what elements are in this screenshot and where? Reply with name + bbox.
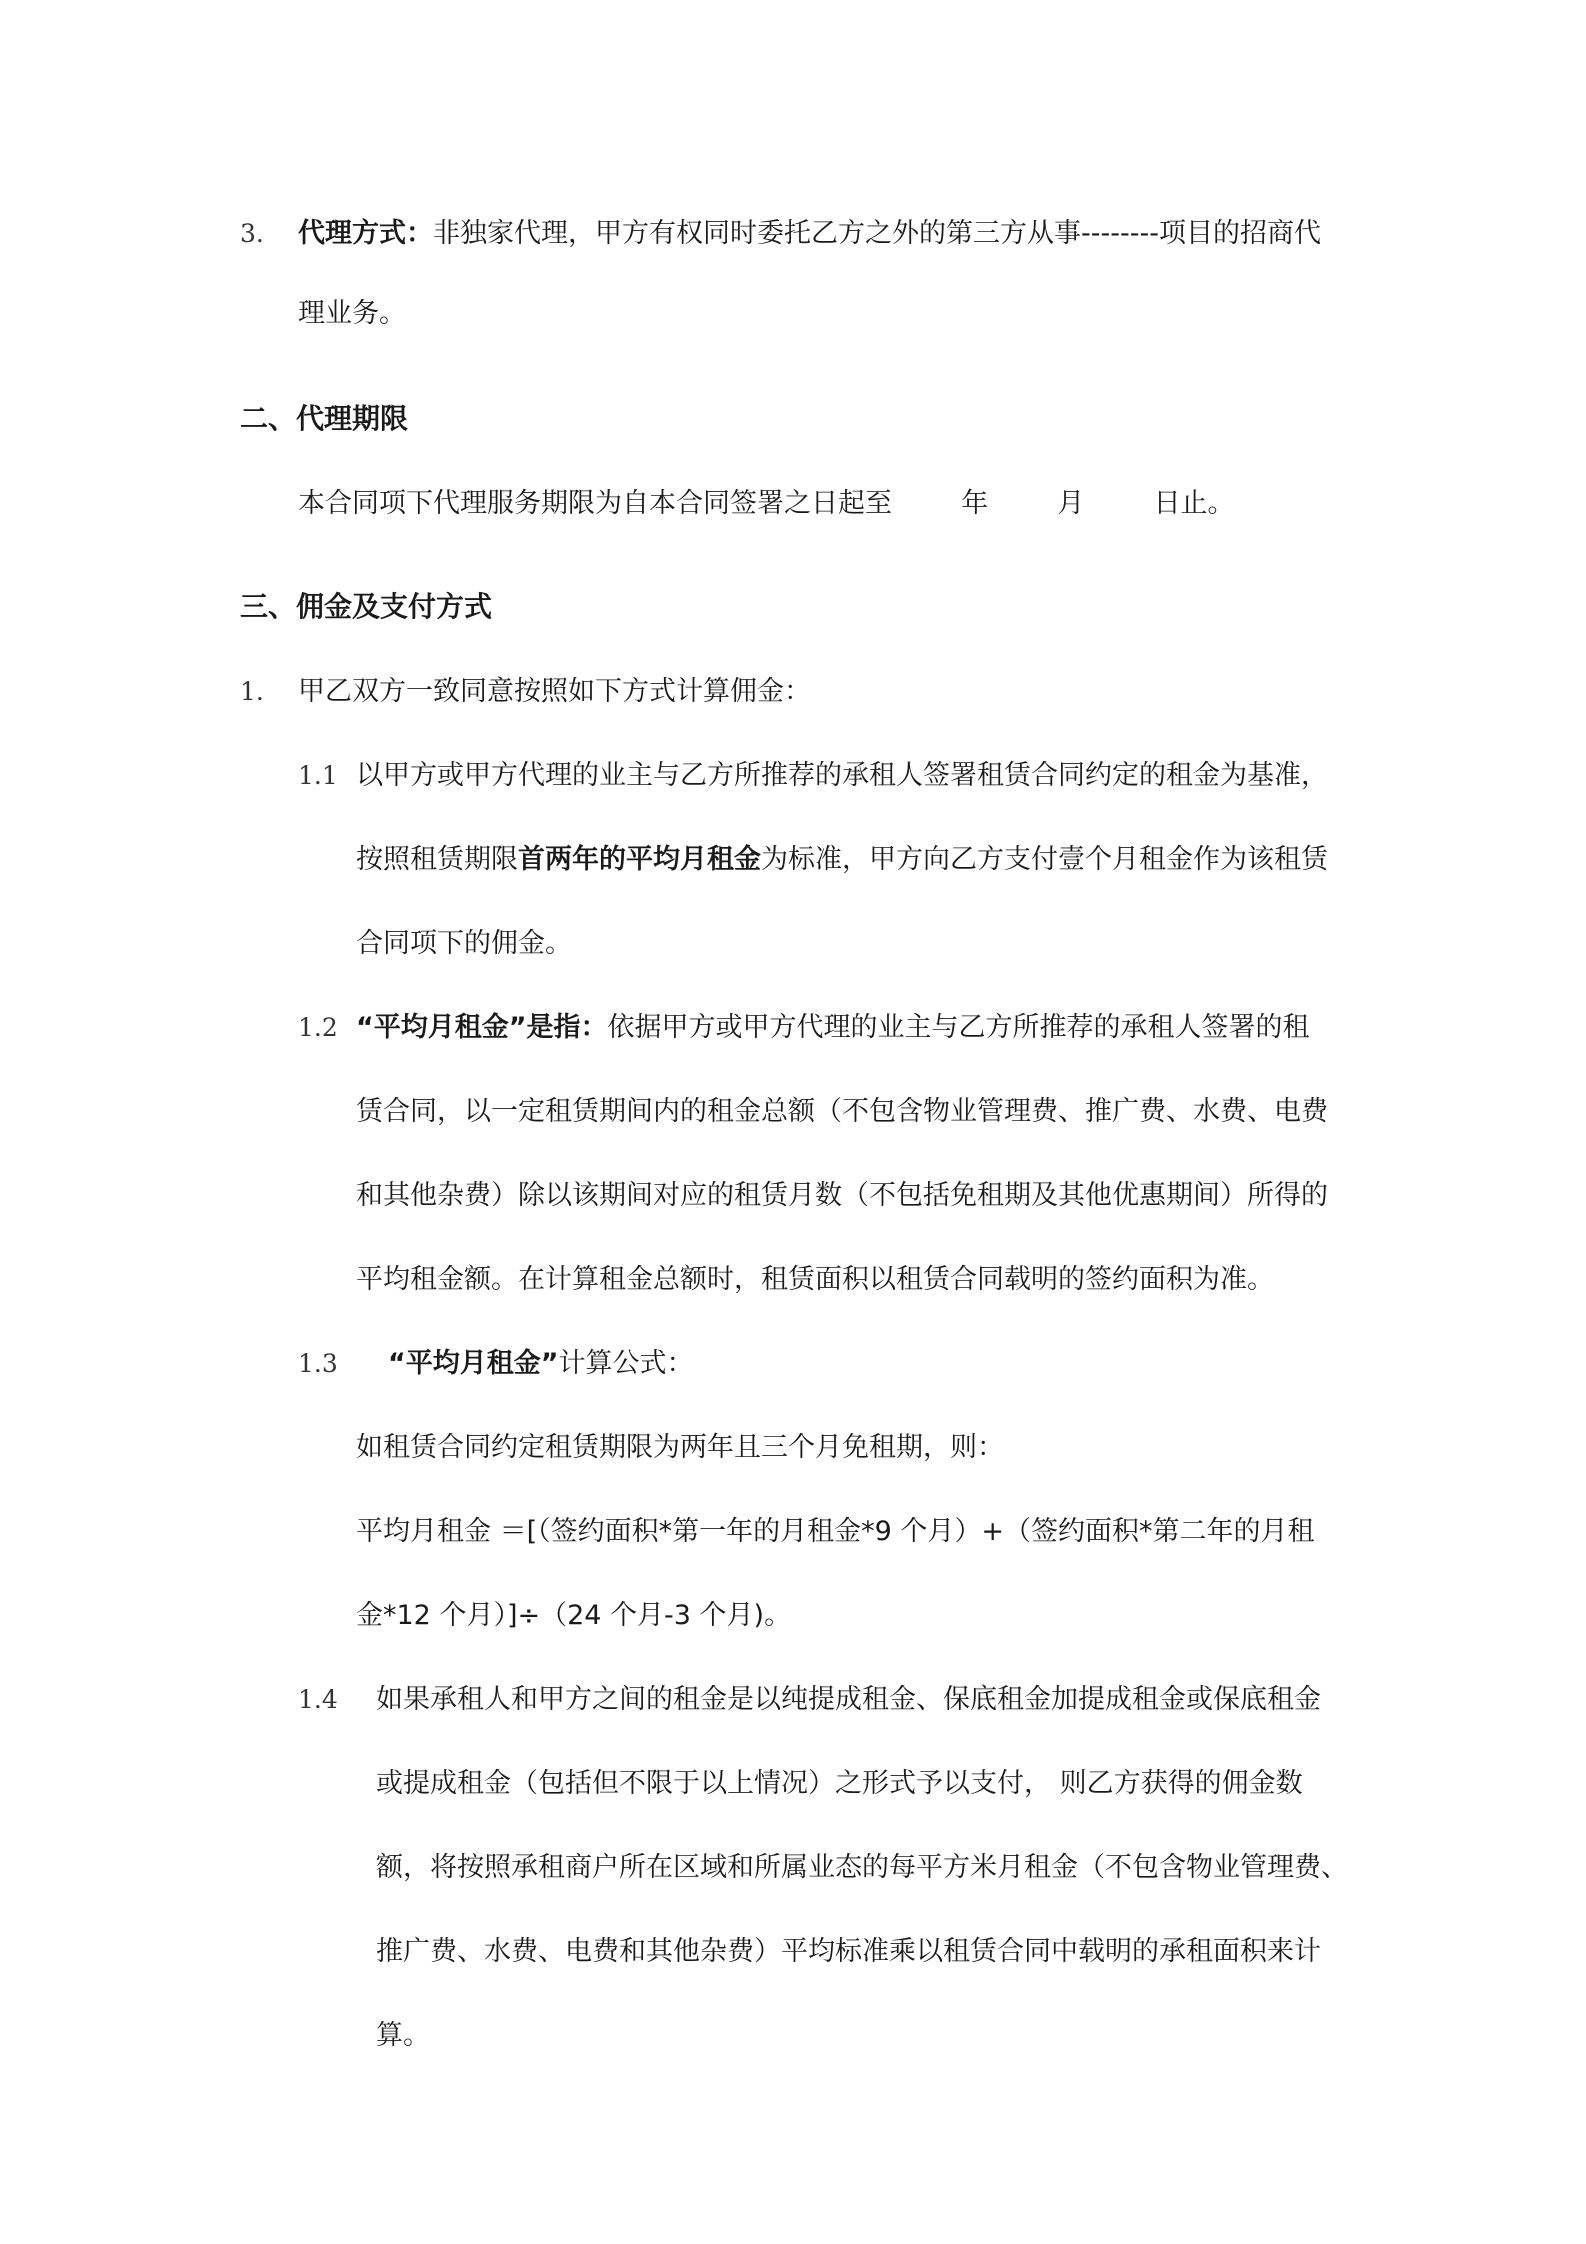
clause-1-4-line5: 算。 xyxy=(376,2020,430,2051)
term-day: 日止。 xyxy=(1153,488,1235,519)
clause-text: 计算公式： xyxy=(558,1348,694,1379)
clause-1-4-line2: 或提成租金（包括但不限于以上情况）之形式予以支付， 则乙方获得的佣金数 xyxy=(376,1768,1303,1799)
clause-emphasis: “平均月租金” xyxy=(388,1348,559,1379)
clause-1-1-line2 xyxy=(356,840,1328,880)
clause-emphasis: 首两年的平均月租金 xyxy=(518,844,761,875)
clause-1-2-line1 xyxy=(356,1008,1310,1048)
item-number: 3. xyxy=(240,219,264,248)
term-year: 年 xyxy=(961,488,989,519)
clause-1-1-line1: 以甲方或甲方代理的业主与乙方所推荐的承租人签署租赁合同约定的租金为基准， xyxy=(356,760,1328,791)
term-text: 本合同项下代理服务期限为自本合同签署之日起至 xyxy=(298,488,892,519)
item3-line1 xyxy=(298,214,1321,254)
item3-text: 非独家代理，甲方有权同时委托乙方之外的第三方从事--------项目的招商代 xyxy=(433,218,1321,249)
clause-1-4-line4: 推广费、水费、电费和其他杂费）平均标准乘以租赁合同中载明的承租面积来计 xyxy=(376,1936,1321,1967)
clause-1-3-line2: 如租赁合同约定租赁期限为两年且三个月免租期，则： xyxy=(356,1432,1004,1463)
clause-1-4-line3: 额，将按照承租商户所在区域和所属业态的每平方米月租金（不包含物业管理费、 xyxy=(376,1852,1348,1883)
clause-1-2-line2: 赁合同，以一定租赁期间内的租金总额（不包含物业管理费、推广费、水费、电费 xyxy=(356,1096,1328,1127)
item3-label: 代理方式： xyxy=(298,218,433,249)
clause-1-1-line3: 合同项下的佣金。 xyxy=(356,928,572,959)
clause-number: 1.4 xyxy=(298,1685,338,1714)
section-heading: 二、代理期限 xyxy=(240,402,409,435)
item-number: 1. xyxy=(240,677,264,706)
section-heading: 三、佣金及支付方式 xyxy=(240,590,493,623)
formula-line1: 平均月租金 ＝[（签约面积*第一年的月租金*9 个月）+（签约面积*第二年的月租 xyxy=(356,1516,1315,1547)
clause-number: 1.2 xyxy=(298,1013,338,1042)
term-month: 月 xyxy=(1057,488,1085,519)
clause-number: 1.1 xyxy=(298,761,338,790)
clause-1-4-line1: 如果承租人和甲方之间的租金是以纯提成租金、保底租金加提成租金或保底租金 xyxy=(376,1684,1321,1715)
clause-1-2-line3: 和其他杂费）除以该期间对应的租赁月数（不包括免租期及其他优惠期间）所得的 xyxy=(356,1180,1328,1211)
clause-number: 1.3 xyxy=(298,1349,338,1378)
term-line xyxy=(298,484,1235,524)
formula-line2: 金*12 个月）]÷（24 个月-3 个月)。 xyxy=(356,1600,792,1631)
item3-line2: 理业务。 xyxy=(298,298,406,329)
clause-1-2-line4: 平均租金额。在计算租金总额时，租赁面积以租赁合同载明的签约面积为准。 xyxy=(356,1264,1274,1295)
clause-text: 按照租赁期限 xyxy=(356,844,518,875)
item1-text: 甲乙双方一致同意按照如下方式计算佣金： xyxy=(298,676,811,707)
clause-emphasis: “平均月租金”是指： xyxy=(356,1012,608,1043)
clause-text: 为标准，甲方向乙方支付壹个月租金作为该租赁 xyxy=(761,844,1328,875)
clause-text: 依据甲方或甲方代理的业主与乙方所推荐的承租人签署的租 xyxy=(607,1012,1310,1043)
clause-1-3-title xyxy=(388,1344,694,1384)
